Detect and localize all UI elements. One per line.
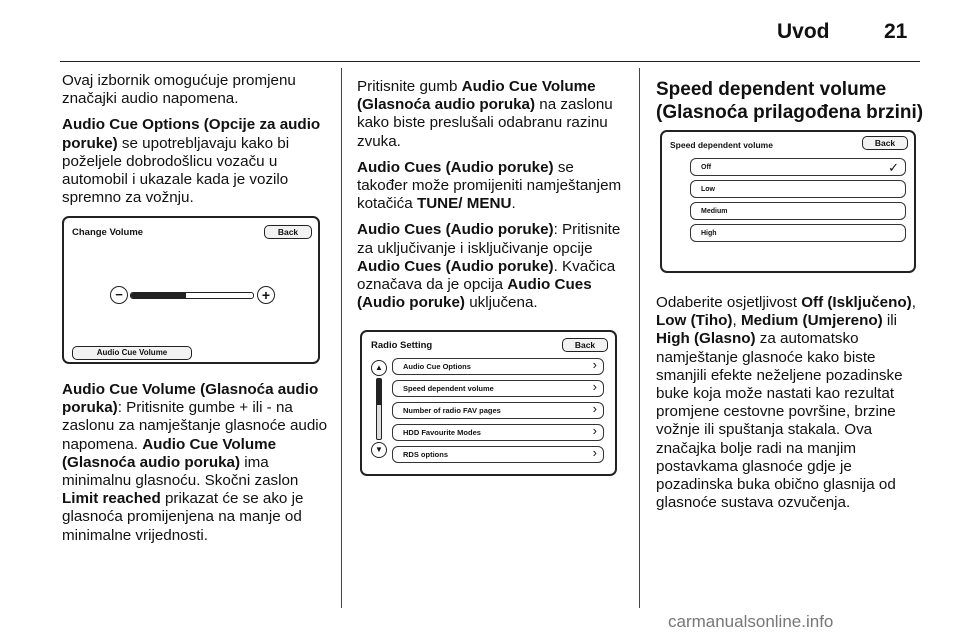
option-label: Off (701, 164, 712, 171)
text: prikazat će se ako je glasnoća promijenjena na manje od minimalne vrijednosti. (62, 490, 304, 544)
option-label: High (701, 230, 717, 237)
column-2 (357, 78, 627, 320)
term-audio-cues: Audio Cues (Audio poruke) (357, 221, 554, 239)
text: ima minimalnu glasnoću. Skočni zaslon (62, 453, 299, 490)
text: : Pritisnite za uključivanje i isključivanje opcije (357, 221, 621, 257)
screen-title: Speed dependent volume (670, 140, 773, 150)
radio-setting-screen (360, 330, 617, 476)
screen-title: Radio Setting (371, 340, 433, 351)
chevron-right-icon: › (592, 357, 597, 372)
speed-dependent-volume-screen (660, 130, 916, 273)
column-3-lower (656, 294, 926, 520)
term-audio-cue-volume: Audio Cue Volume (Glasnoća audio poruka) (357, 78, 596, 114)
header-rule (60, 61, 920, 62)
term-off: Off (Isključeno) (801, 294, 912, 311)
audio-cue-volume-button[interactable]: Audio Cue Volume (72, 346, 192, 360)
menu-item-label: Speed dependent volume (403, 384, 494, 393)
text: na zaslonu kako biste preslušali odabranu razinu zvuka. (357, 96, 613, 150)
scrollbar-thumb[interactable] (377, 379, 381, 405)
term-audio-cue-options: Audio Cue Options (Opcije za audio poruke) (62, 116, 321, 152)
menu-item-radio-fav-pages[interactable] (392, 402, 604, 419)
text: ili (882, 312, 898, 330)
option-label: Medium (701, 208, 728, 215)
text: , (732, 312, 741, 330)
menu-item-label: RDS options (403, 450, 448, 459)
term-audio-cue-volume: Audio Cue Volume (Glasnoća audio poruka) (62, 381, 319, 417)
back-button[interactable]: Back (562, 338, 608, 352)
menu-item-label: HDD Favourite Modes (403, 428, 481, 437)
scroll-down-icon[interactable]: ▼ (371, 442, 387, 458)
option-high[interactable] (690, 224, 906, 242)
chevron-right-icon: › (592, 401, 597, 416)
menu-item-speed-dependent-volume[interactable] (392, 380, 604, 397)
term-medium: Medium (Umjereno) (740, 312, 883, 330)
text: uključena. (465, 294, 538, 312)
checkmark-icon: ✓ (888, 160, 899, 175)
text: , (911, 294, 916, 311)
screen-title: Change Volume (72, 227, 144, 238)
text: se također može promijeniti namještanjem kotačića (357, 158, 622, 213)
text: Pritisnite gumb (357, 78, 462, 95)
paragraph-tune-menu (357, 159, 627, 214)
scroll-up-icon[interactable]: ▲ (371, 360, 387, 376)
term-audio-cue-volume: Audio Cue Volume (Glasnoća audio poruka) (62, 435, 277, 471)
volume-fill (131, 293, 186, 298)
paragraph-sensitivity (656, 294, 926, 512)
term-tune-menu: TUNE/ MENU (416, 195, 512, 213)
volume-plus-button[interactable]: + (257, 286, 275, 304)
option-off[interactable] (690, 158, 906, 176)
chevron-right-icon: › (592, 379, 597, 394)
column-1 (62, 72, 330, 215)
term-audio-cues: Audio Cues (Audio poruke) (357, 276, 592, 312)
section-heading: Speed dependent volume (Glasnoća prilagođena brzini) (656, 79, 924, 123)
menu-item-rds-options[interactable] (392, 446, 604, 463)
back-button[interactable]: Back (862, 136, 908, 150)
chevron-right-icon: › (592, 423, 597, 438)
term-low: Low (Tiho) (656, 312, 733, 330)
text: : Pritisnite gumbe + ili - na zaslonu za namještanje glasnoće audio napomena. (62, 399, 328, 453)
option-medium[interactable] (690, 202, 906, 220)
term-audio-cues: Audio Cues (Audio poruke) (357, 158, 554, 176)
paragraph-intro: Ovaj izbornik omogućuje promjenu značajki audio napomena. (62, 72, 296, 108)
column-divider-1 (341, 68, 342, 608)
paragraph-audio-cue-options (62, 116, 330, 207)
change-volume-screen (62, 216, 320, 364)
menu-item-audio-cue-options[interactable] (392, 358, 604, 375)
chevron-right-icon: › (592, 445, 597, 460)
option-label: Low (701, 186, 715, 193)
term-high: High (Glasno) (656, 330, 756, 348)
page-number: 21 (884, 20, 908, 43)
term-limit-reached: Limit reached (62, 490, 161, 508)
text: se upotrebljavaju kako bi poželjele dobrodošlicu vozaču u automobil i ukazale kada je vozilo spremno za vožnju. (62, 134, 290, 207)
paragraph-audio-cue-volume (62, 381, 332, 545)
scrollbar[interactable] (376, 378, 382, 440)
text: . (511, 195, 516, 213)
text: za automatsko namještanje glasnoće kako biste smanjili efekte neželjene pozadinske buke koja može nastati kao rezultat promjene cestovne površine, brzine vožnje ili spuštanja stakala. Ova značajka bolje radi na manjim postavkama glasnoće gdje je pozadinska buka obično glasnija od glasnoće sustava ozvučenja. (656, 330, 903, 512)
menu-item-label: Number of radio FAV pages (403, 406, 501, 415)
page-header-title: Uvod (777, 20, 830, 43)
paragraph-press-button (357, 78, 627, 151)
back-button[interactable]: Back (264, 225, 312, 239)
menu-item-hdd-favourite-modes[interactable] (392, 424, 604, 441)
column-divider-2 (639, 68, 640, 608)
volume-minus-button[interactable]: − (110, 286, 128, 304)
column-1-lower (62, 381, 332, 553)
column-3 (656, 78, 924, 134)
paragraph-audio-cues-toggle (357, 221, 627, 312)
text: Odaberite osjetljivost (656, 294, 802, 311)
option-low[interactable] (690, 180, 906, 198)
watermark: carmanualsonline.info (668, 612, 834, 631)
volume-slider[interactable] (130, 292, 254, 299)
menu-item-label: Audio Cue Options (403, 362, 471, 371)
term-audio-cues: Audio Cues (Audio poruke) (357, 257, 554, 275)
text: . Kvačica označava da je opcija (357, 257, 616, 294)
